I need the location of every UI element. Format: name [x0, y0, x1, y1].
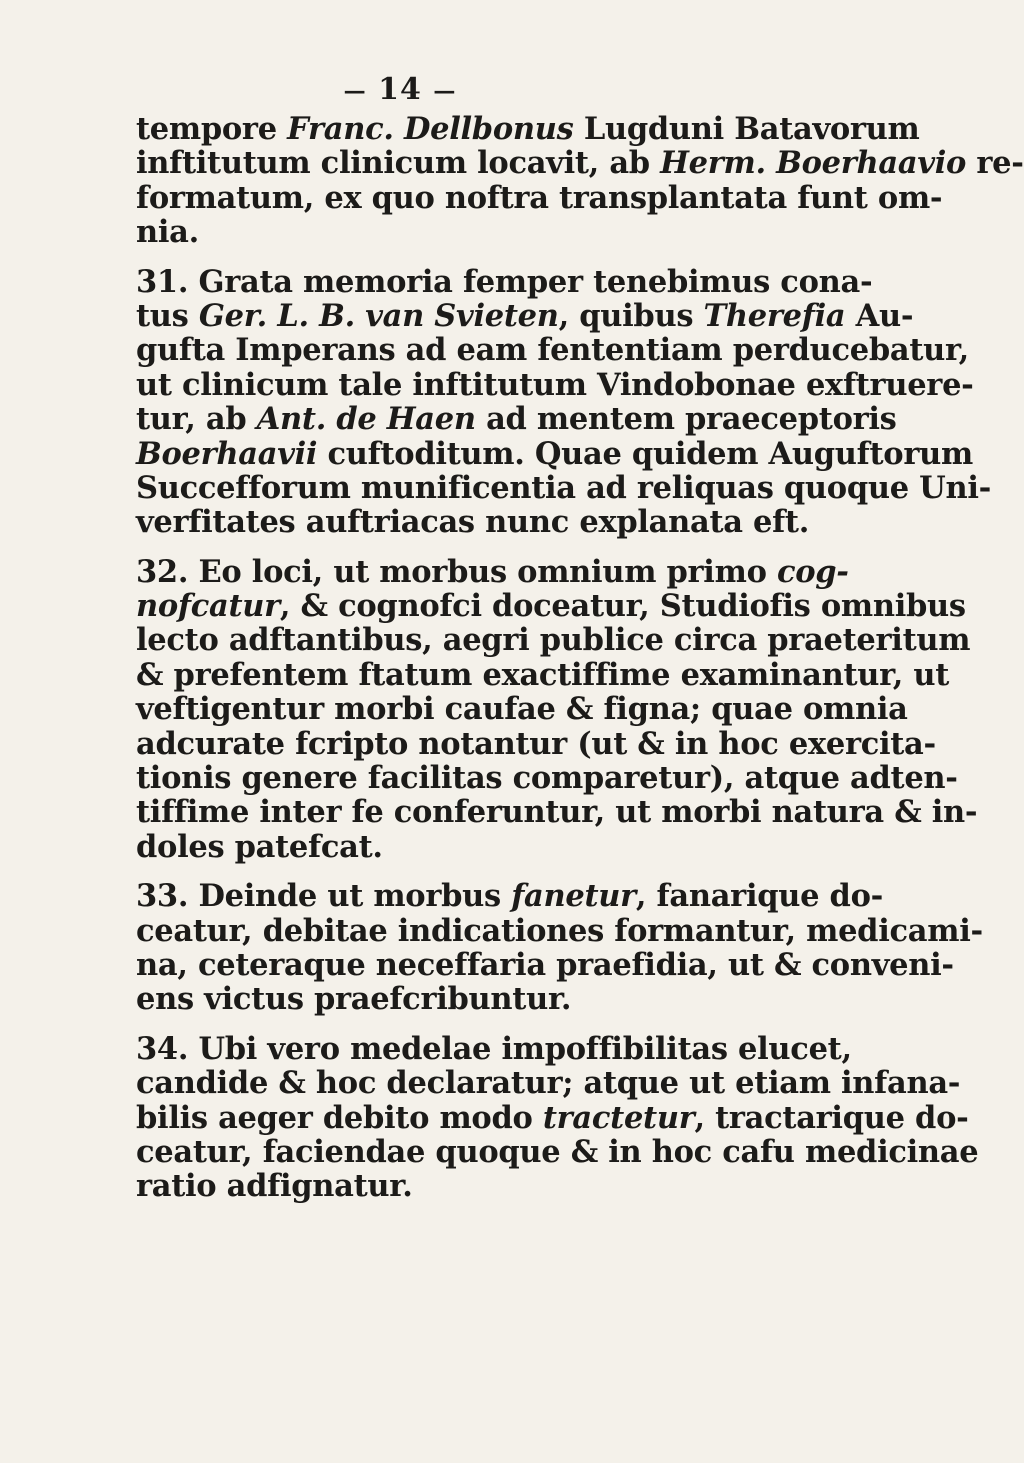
paragraph-gap: [136, 540, 776, 555]
italic-run: cog-: [776, 553, 849, 590]
text-line: [136, 656, 950, 693]
text-line: [136, 691, 908, 728]
text-run: tur, ab: [136, 401, 257, 438]
text-run: ceatur, debitae indicationes formantur, medicami-: [136, 912, 983, 949]
text-line: [136, 946, 954, 983]
text-run: , quibus: [558, 297, 704, 334]
text-line: [136, 297, 914, 334]
text-line: [136, 588, 966, 625]
text-line: [136, 145, 1024, 182]
text-run: lecto adftantibus, aegri publice circa praeteritum: [136, 622, 971, 659]
text-line: [136, 878, 883, 915]
text-run: Lugduni Batavorum: [573, 111, 920, 147]
text-run: ratio adfignatur.: [136, 1168, 413, 1205]
text-run: cuftoditum. Quae quidem Auguftorum: [317, 435, 973, 472]
text-run: ut clinicum tale inftitutum Vindobonae exftruere-: [136, 366, 974, 403]
italic-run: Herm. Boerhaavio: [660, 145, 967, 182]
text-run: candide & hoc declaratur; atque ut etiam infana-: [136, 1065, 961, 1102]
paragraph-gap: [136, 1017, 776, 1032]
text-line: [136, 725, 936, 762]
text-line: [136, 830, 776, 864]
text-line: [136, 1133, 979, 1170]
text-line: [136, 401, 897, 438]
text-run: tiffime inter fe conferuntur, ut morbi natura & in-: [136, 794, 978, 831]
text-run: Au-: [845, 297, 914, 334]
paragraph-gap: [136, 250, 776, 265]
italic-run: Ger. L. B. van Svieten: [198, 297, 559, 334]
text-run: bilis aeger debito modo: [136, 1099, 543, 1136]
page-number: 14: [378, 72, 422, 107]
text-line: [136, 1065, 961, 1102]
text-line: [136, 622, 971, 659]
text-run: na, ceteraque neceffaria praefidia, ut & conveni-: [136, 946, 954, 983]
text-line: [136, 215, 776, 249]
header-dash-left: —: [343, 78, 367, 104]
text-run: re-: [966, 145, 1024, 182]
text-run: ad mentem praeceptoris: [475, 401, 897, 438]
italic-run: Franc. Dellbonus: [287, 111, 574, 147]
text-line: [136, 794, 978, 831]
text-line: [136, 332, 969, 369]
italic-run: Boerhaavii: [136, 435, 318, 472]
italic-run: fanetur: [511, 878, 636, 915]
body-text: [136, 111, 1024, 1205]
text-run: verfitates auftriacas nunc explanata eft.: [136, 504, 810, 541]
text-run: gufta Imperans ad eam fententiam perducebatur,: [136, 332, 969, 369]
text-line: [136, 553, 849, 590]
text-run: tempore: [136, 111, 288, 147]
text-run: 34. Ubi vero medelae impoffibilitas elucet,: [136, 1030, 852, 1067]
text-run: ceatur, faciendae quoque & in hoc cafu medicinae: [136, 1133, 979, 1170]
italic-run: Ant. de Haen: [256, 401, 476, 438]
text-line: [136, 469, 991, 506]
page-header: [0, 72, 800, 107]
text-run: ens victus praefcribuntur.: [136, 981, 572, 1018]
text-line: [136, 912, 983, 949]
text-run: & prefentem ftatum exactiffime examinantur, ut: [136, 656, 950, 693]
text-run: inftitutum clinicum locavit, ab: [136, 145, 661, 182]
text-run: 33. Deinde ut morbus: [136, 878, 512, 915]
header-dash-right: —: [433, 78, 457, 104]
text-line: [136, 1030, 852, 1067]
text-run: tionis genere facilitas comparetur), atque adten-: [136, 760, 958, 797]
text-run: adcurate fcripto notantur (ut & in hoc exercita-: [136, 725, 936, 762]
text-run: , & cognofci doceatur, Studiofis omnibus: [279, 588, 966, 625]
text-run: tus: [136, 297, 199, 334]
text-run: 32. Eo loci, ut morbus omnium primo: [136, 553, 777, 590]
text-line: [136, 263, 873, 300]
text-run: doles patefcat.: [136, 828, 383, 865]
text-line: [136, 1169, 776, 1203]
text-line: [136, 435, 973, 472]
text-line: [136, 179, 943, 216]
text-run: , tractarique do-: [694, 1099, 969, 1136]
text-line: [136, 1099, 969, 1136]
paragraph-gap: [136, 864, 776, 879]
text-line: [136, 760, 958, 797]
text-line: [136, 504, 810, 541]
text-run: , fanarique do-: [635, 878, 883, 915]
text-run: nia.: [136, 214, 199, 251]
text-run: Succefforum munificentia ad reliquas quoque Uni-: [136, 469, 991, 506]
text-line: [136, 982, 776, 1016]
italic-run: tractetur: [542, 1099, 695, 1136]
italic-run: nofcatur: [136, 588, 280, 625]
text-line: [136, 111, 920, 147]
text-run: veftigentur morbi caufae & figna; quae omnia: [136, 691, 908, 728]
italic-run: Therefia: [703, 297, 846, 334]
text-run: 31. Grata memoria femper tenebimus cona-: [136, 263, 873, 300]
text-line: [136, 366, 974, 403]
text-run: formatum, ex quo noftra transplantata funt om-: [136, 179, 943, 216]
